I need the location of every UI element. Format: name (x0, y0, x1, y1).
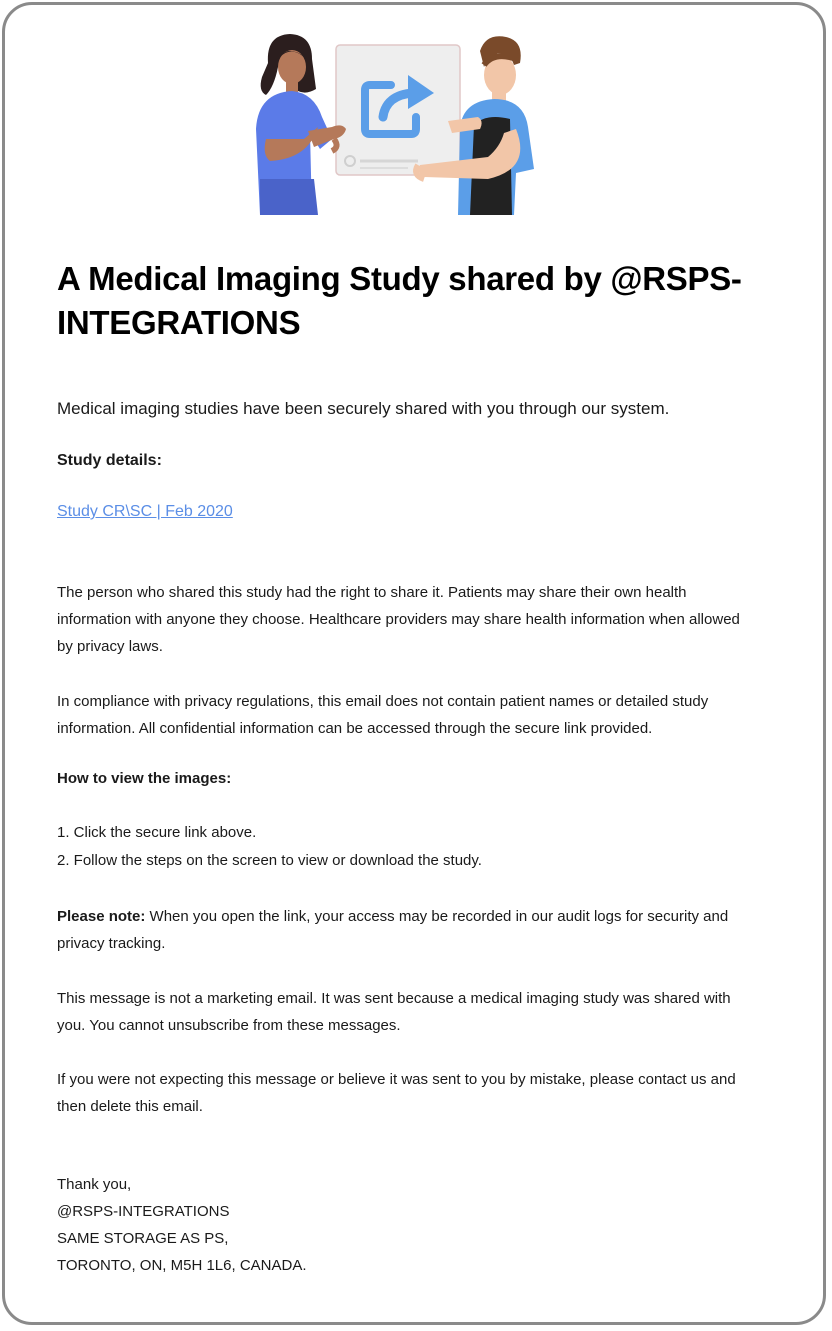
signoff-address: TORONTO, ON, M5H 1L6, CANADA. (57, 1257, 307, 1274)
sharing-rights-text: The person who shared this study had the right to share it. Patients may share their own health information with anyone they choose. Healthcare providers may share health information when allowed by privacy laws. (57, 584, 740, 655)
note-label: Please note: (57, 908, 146, 925)
email-card (2, 2, 826, 1325)
share-illustration (248, 29, 538, 215)
signoff-sender: @RSPS-INTEGRATIONS (57, 1203, 230, 1220)
how-to-view-heading: How to view the images: (57, 770, 232, 787)
intro-text: Medical imaging studies have been securely shared with you through our system. (57, 399, 670, 418)
share-board (336, 45, 460, 175)
steps-list (57, 819, 482, 875)
step-item-1: 1. Click the secure link above. (57, 824, 257, 841)
note-text: When you open the link, your access may be recorded in our audit logs for security and privacy tracking. (57, 908, 729, 952)
signoff-block (57, 1171, 307, 1279)
privacy-compliance-text: In compliance with privacy regulations, this email does not contain patient names or detailed study information. All confidential information can be accessed through the secure link provided. (57, 693, 709, 737)
not-marketing-text: This message is not a marketing email. It was sent because a medical imaging study was shared with you. You cannot unsubscribe from these messages. (57, 990, 731, 1034)
mistake-text: If you were not expecting this message or believe it was sent to you by mistake, please contact us and then delete this email. (57, 1071, 736, 1115)
email-content (57, 257, 777, 1274)
step-item-2: 2. Follow the steps on the screen to view or download the study. (57, 852, 482, 869)
woman-figure (256, 34, 346, 215)
audit-note (57, 903, 757, 957)
signoff-org: SAME STORAGE AS PS, (57, 1230, 229, 1247)
study-link[interactable]: Study CR\SC | Feb 2020 (57, 503, 233, 520)
signoff-thanks: Thank you, (57, 1176, 132, 1193)
email-title: A Medical Imaging Study shared by @RSPS-INTEGRATIONS (57, 260, 742, 341)
study-details-heading: Study details: (57, 452, 162, 469)
